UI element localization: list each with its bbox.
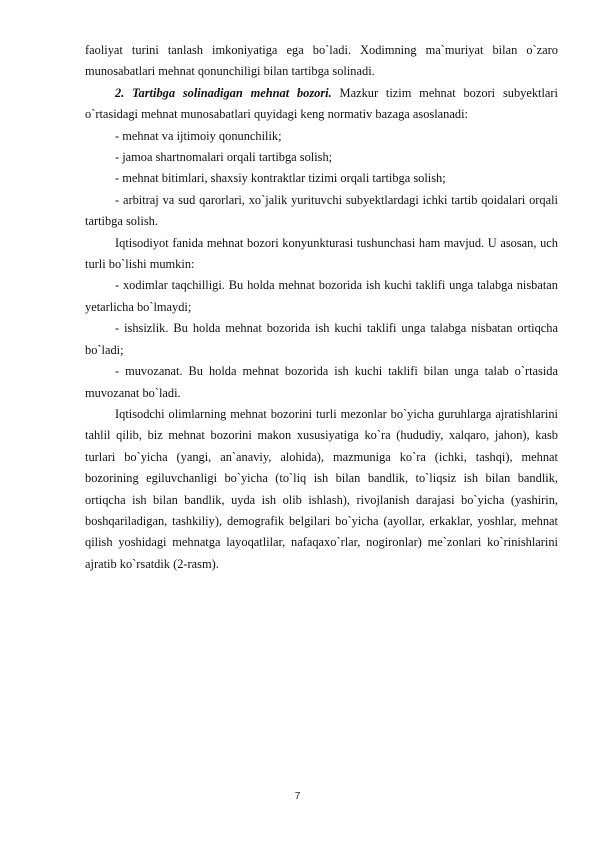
list-item: - xodimlar taqchilligi. Bu holda mehnat bozorida ish kuchi taklifi unga talabga nisbatan yetarlicha bo`lmaydi; (85, 278, 558, 314)
paragraph-conjuncture: Iqtisodiyot fanida mehnat bozori konyunkturasi tushunchasi ham mavjud. U asosan, uch turli bo`lishi mumkin: (85, 235, 558, 272)
paragraph-regulated-labor-market (85, 83, 558, 126)
section-intro-text: Mazkur tizim mehnat bozori subyektlari o`rtasidagi mehnat munosabatlari quyidagi keng normativ bazaga asoslanadi: (85, 85, 559, 122)
page-number: 7 (294, 791, 301, 802)
list-item: - mehnat bitimlari, shaxsiy kontraktlar tizimi orqali tartibga solish; (115, 171, 446, 186)
list-item: - muvozanat. Bu holda mehnat bozorida ish kuchi taklifi bilan unga talab o`rtasida muvozanat bo`ladi. (85, 364, 558, 400)
paragraph-classification: Iqtisodchi olimlarning mehnat bozorini turli mezonlar bo`yicha guruhlarga ajratishlarini tahlil qilib, biz mehnat bozorini makon xususiyatiga ko`ra (hududiy, xalqaro, jahon), kasb turlari bo`yicha (yangi, an`anaviy, alohida), mazmuniga ko`ra (ichki, tashqi), mehnat bozorining egiluvchanligi bo`yicha (to`liq ish bilan bandlik, to`liqsiz ish bilan bandlik, ortiqcha ish bilan bandlik, uyda ish olib ishlash), rivojlanish darajasi bo`yicha (yashirin, boshqariladigan, tashkiliy), demografik belgilari bo`yicha (ayollar, erkaklar, yoshlar, mehnat qilish yoshidagi mehnatga layoqatlilar, nafaqaxo`rlar, nogironlar) me`zonlari ko`rinishlarini ajratib ko`rsatdik (2-rasm). (85, 406, 558, 571)
section-heading: 2. Tartibga solinadigan mehnat bozori. (115, 85, 332, 100)
list-item: - jamoa shartnomalari orqali tartibga solish; (115, 150, 333, 165)
list-item: - arbitraj va sud qarorlari, xo`jalik yurituvchi subyektlardagi ichki tartib qoidalari orqali tartibga solish. (85, 192, 558, 229)
document-body (85, 40, 558, 575)
paragraph-continuation: faoliyat turini tanlash imkoniyatiga ega bo`ladi. Xodimning ma`muriyat bilan o`zaro munosabatlari mehnat qonunchiligi bilan tartibga solinadi. (85, 43, 558, 79)
list-item: - mehnat va ijtimoiy qonunchilik; (115, 128, 282, 143)
list-item: - ishsizlik. Bu holda mehnat bozorida ish kuchi taklifi unga talabga nisbatan ortiqcha bo`ladi; (85, 321, 558, 357)
